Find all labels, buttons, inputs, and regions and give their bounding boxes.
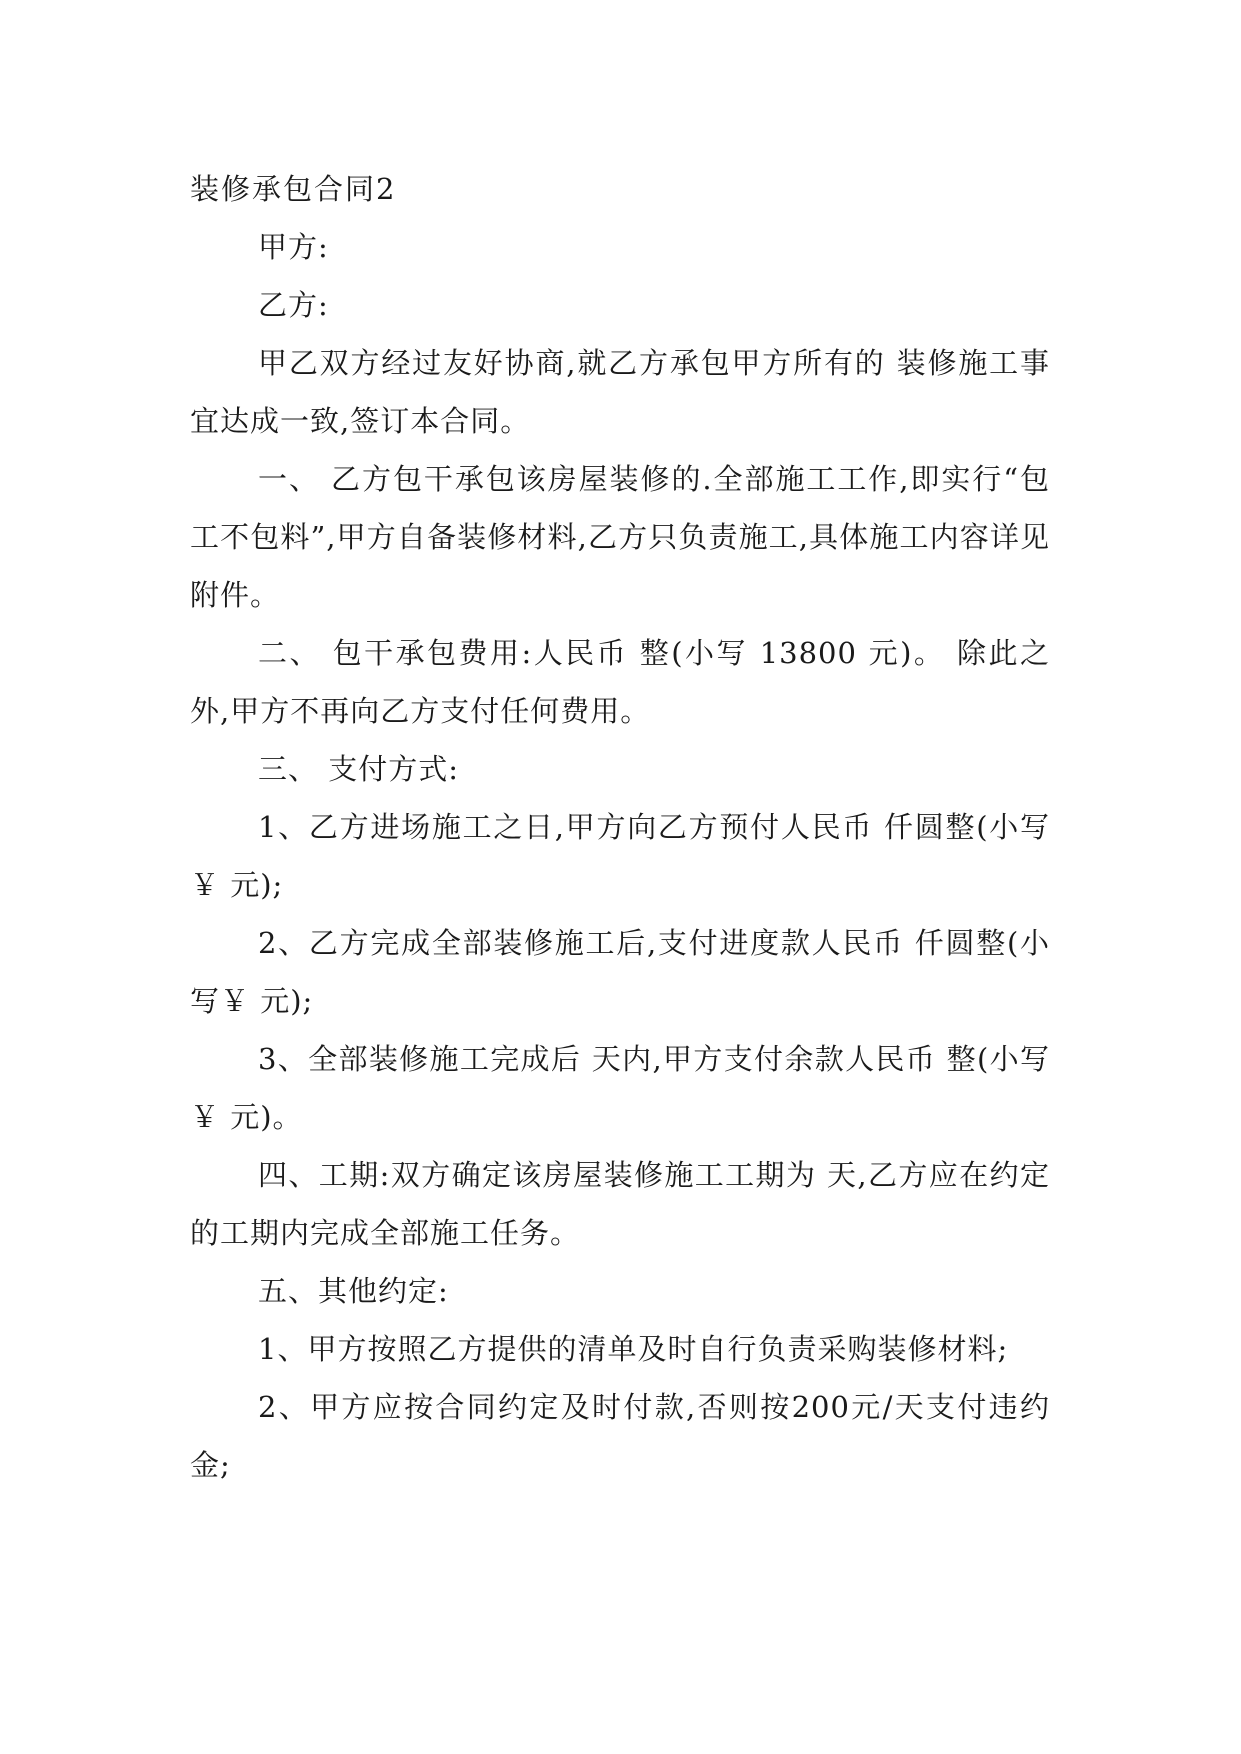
payment-item-2: 2、乙方完成全部装修施工后,支付进度款人民币 仟圆整(小写￥ 元); [190, 926, 1050, 1018]
preamble-paragraph: 甲乙双方经过友好协商,就乙方承包甲方所有的 装修施工事宜达成一致,签订本合同。 [190, 346, 1050, 438]
payment-item-1: 1、乙方进场施工之日,甲方向乙方预付人民币 仟圆整(小写￥ 元); [190, 810, 1050, 902]
payment-item-3: 3、全部装修施工完成后 天内,甲方支付余款人民币 整(小写￥ 元)。 [190, 1042, 1050, 1134]
other-item-1: 1、甲方按照乙方提供的清单及时自行负责采购装修材料; [258, 1332, 1009, 1366]
clause-3-payment-heading: 三、 支付方式: [258, 752, 459, 786]
contract-page [190, 160, 1050, 1494]
other-item-2: 2、甲方应按合同约定及时付款,否则按200元/天支付违约金; [190, 1390, 1050, 1482]
party-a-line: 甲方: [258, 230, 329, 264]
document-title: 装修承包合同2 [190, 172, 397, 206]
clause-2-fee: 二、 包干承包费用:人民币 整(小写 13800 元)。 除此之外,甲方不再向乙方支付任何费用。 [190, 636, 1050, 728]
party-b-line: 乙方: [258, 288, 329, 322]
clause-4-schedule: 四、工期:双方确定该房屋装修施工工期为 天,乙方应在约定的工期内完成全部施工任务。 [190, 1158, 1050, 1250]
clause-1-scope: 一、 乙方包干承包该房屋装修的.全部施工工作,即实行“包工不包料”,甲方自备装修材料,乙方只负责施工,具体施工内容详见附件。 [190, 462, 1050, 612]
clause-5-other-heading: 五、其他约定: [258, 1274, 449, 1308]
